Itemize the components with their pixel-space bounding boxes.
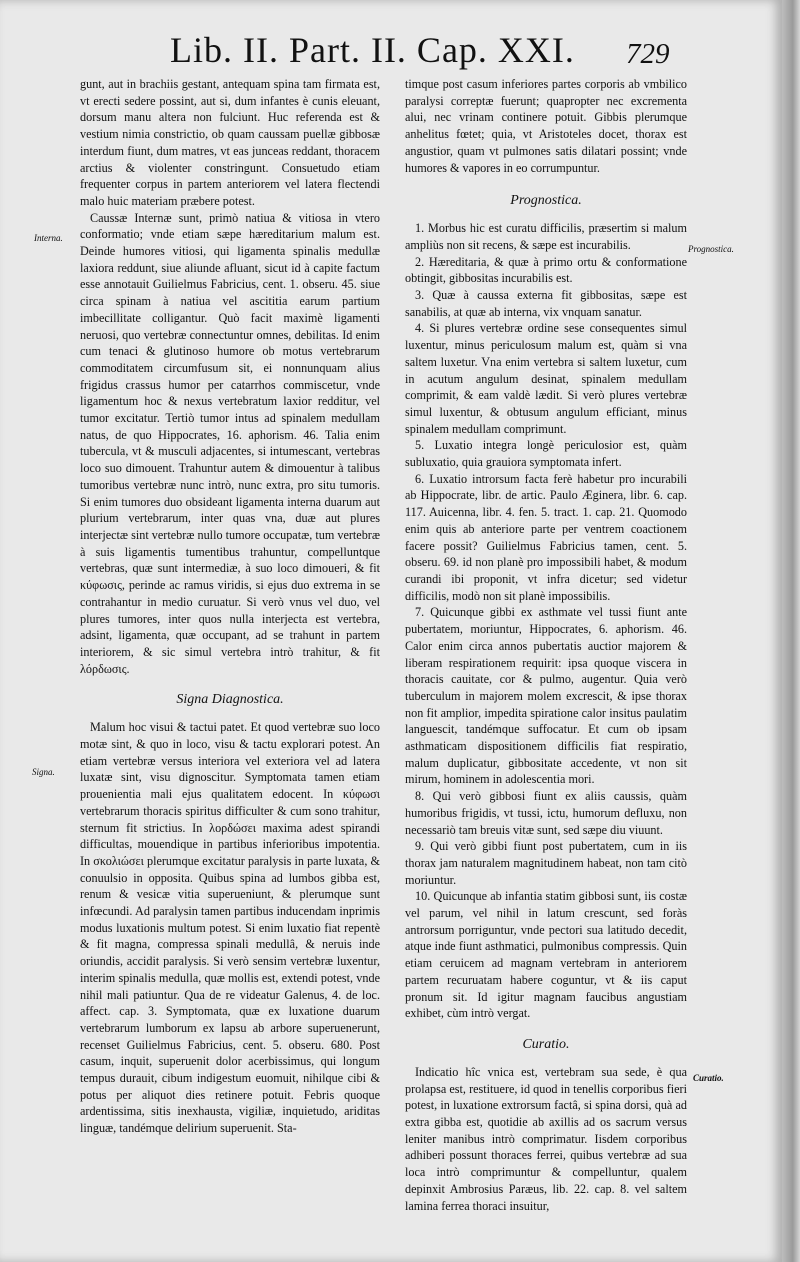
- numbered-paragraph: 6. Luxatio introrsum facta ferè habetur pro incurabili ab Hippocrate, libr. de artic. Paulo Æginera, libr. 6. cap. 117. Auicenna, libr. 4. fen. 5. tract. 1. cap. 21. Quomodo enim quis ab anteriore parte per ventrem coactionem facere possit? Guilielmus Fabricius tamen, cent. 5. obseru. 69. id non planè pro impossibili habet, & modum curandi ibi proponit, vt infra dicetur; sed videtur difficilis, modò non sit planè impossibilis.: [405, 471, 687, 603]
- left-column: [80, 76, 380, 1137]
- right-column: [405, 76, 687, 1214]
- numbered-paragraph: 5. Luxatio integra longè periculosior est, quàm subluxatio, quia grauiora symptomata infert.: [405, 438, 687, 470]
- margin-note-curatio: Curatio.: [693, 1073, 724, 1083]
- paragraph: timque post casum inferiores partes corporis ab vmbilico paralysi correptæ fuerunt; quapropter nec excrementa alui, nec vrinam continere potuit. Gibbis plerumque anhelitus fœtet; quia, vt Aristoteles docet, thorax est angustior, quam vt pulmones satis dilatari possint; vnde humores & vapores in eo corrumpuntur.: [405, 77, 687, 175]
- numbered-paragraph: 1. Morbus hic est curatu difficilis, præsertim si malum ampliùs non sit recens, & sæpe est incurabilis.: [405, 221, 687, 252]
- paragraph: Caussæ Internæ sunt, primò natiua & vitiosa in vtero conformatio; vnde etiam sæpe hæreditarium malum est. Deinde humores vitiosi, qui ligamenta spinalis medullæ laxiora reddunt, siue aliunde afluant, sicut id à capite factum esse annotauit Guilielmus Fabricius, cent. 1. obseru. 45. siue circa spinam à natiua vel ascititia earum partium imbecillitate colligantur. Quò facit maximè ligamenti neruosi, quo vertebræ connectuntur omnes, debilitas. Id enim cum tenaci & glutinoso humore ob motus vertebrarum commoditatem circumfusum sit, ei nonnunquam alius frigidus crassus humor per catarrhos commiscetur, vnde ligamentum hoc & nexus vertebratum laxior redditur, vel tumor excitatur. Tertiò tumor intus ad spinalem medullam natus, de quo Hippocrates, 16. aphorism. 46. Talia enim tubercula, vt & musculi adjacentes, si intumescant, vertebras loco suo dimouent. Trahuntur autem & dimouentur à talibus tumoribus vertebræ nunc intrò, nunc extra, pro situ tumoris. Si enim tumores duo obsideant ligamenta interna duarum aut plurium vertebrarum, inter quas vna, duæ aut plures interjectæ sint vertebræ nullo tumore occupatæ, tum vertebræ à suis ligamentis tumentibus trahuntur, compelluntque vertebras, quæ sunt intermediæ, à suo loco dimoueri, & fit κύφωσις, perinde ac ramus viridis, si ejus duo extrema in se contrahantur in medio curuatur. Si verò vnus vel duo, vel plures tumores, inter quos nulla interjecta est vertebra, adsint, ligamenta, quæ occupant, ad se trahunt in partem interiorem, & sic simul vertebra intrò trahitur, & fit λόρδωσις.: [80, 210, 380, 676]
- paragraph: Indicatio hîc vnica est, vertebram sua sede, è qua prolapsa est, restituere, id quod in tenellis corporibus fieri potest, in luxatione extrorsum factâ, si spina dorsi, quà ad extra gibba est, quotidie ab axillis ad os sacrum versus leniter manibus intrò comprimatur. Iisdem corporibus adhiberi possunt thoraces ferrei, quibus vertebræ ad sua loca intrò comprimuntur & compelluntur, qualem depinxit Ambrosius Paræus, lib. 22. cap. 8. vel saltem lamina ferrea thoraci insuitur,: [405, 1064, 687, 1213]
- margin-note-interna: Interna.: [34, 233, 63, 243]
- section-title-signa: Signa Diagnostica.: [176, 692, 284, 708]
- numbered-paragraph: 10. Quicunque ab infantia statim gibbosi sunt, iis costæ vel parum, vel nihil in latum crescunt, sed foràs antrorsum porriguntur, vnde pectori sua latitudo decedit, atque inde fiunt asthmatici, pulmonibus compressis. Quin etiam ceruicem ad magnam vertebram in anteriorem partem recuruatam habere coguntur, vt & iis caput pronum sit. Id igitur magnam faucibus angustiam exhibet, cùm intrò vergat.: [405, 889, 687, 1021]
- margin-note-signa: Signa.: [32, 767, 55, 777]
- page-number: 729: [626, 38, 670, 70]
- numbered-paragraph: 4. Si plures vertebræ ordine sese consequentes simul luxentur, minus periculosum malum est, quàm si vna saltem luxetur. Vna enim vertebra si saltem luxetur, cum in acutum angulum desinat, spinalem medullam comprimit, & eam valdè lædit. Si verò plures vertebræ simul luxentur, & obtusum angulum efficiant, minus spinalem medullam comprimunt.: [405, 321, 687, 436]
- page-edge: [782, 0, 800, 1262]
- section-title-prognostica: Prognostica.: [510, 193, 582, 209]
- numbered-paragraph: 9. Qui verò gibbi fiunt post pubertatem, cum in iis thorax jam naturalem magnitudinem habeat, non tam citò moriuntur.: [405, 839, 687, 887]
- paragraph: Malum hoc visui & tactui patet. Et quod vertebræ suo loco motæ sint, & quo in loco, visu & tactu explorari potest. An etiam vertebræ versus interiora vel exteriora vel ad latera luxatæ sint, visu dignoscitur. Symptomata tamen etiam prouenientia mali ejus qualitatem edocent. In κύφωσι vertebrarum thoracis spiritus difficulter & cum sono trahitur, sternum fit strictius. In λορδώσει maxima adest spirandi difficultas, mouendique in partibus inferioribus impotentia. In σκολιώσει plerumque excitatur paralysis in parte luxata, & conuulsio in opposita. Quibus spina ad lumbos gibba est, renum & vesicæ vitia superueniunt, & plerumque sunt infœcundi. Ad paralysin tamen partibus inducendam inprimis modus luxationis multum potest. Si enim luxatio fiat repentè & fit magna, compressa spinali medullâ, & neruis inde oriundis, accidit paralysis. Si verò sensim vertebræ luxentur, interim spinalis medulla, quæ mollis est, extendi potest, vnde nihil mali patiuntur. Qua de re videatur Galenus, 4. de loc. affect. cap. 3. Symptomata, quæ ex luxatione duarum vertebrarum lumborum ex lapsu ab arbore superuenerunt, recenset Guilielmus Fabricius, cent. 5. obseru. 680. Post casum, inquit, superuenit dolor acerbissimus, qui longum tempus durauit, cibum indigestum euomuit, nihilque cibi & potus per aliquot dies retinere potuit. Febris quoque ardentissima, sitis inexhausta, vigiliæ, inquietudo, ariditas linguæ, tandémque delirium superuenit. Sta-: [80, 720, 380, 1136]
- numbered-paragraph: 8. Qui verò gibbosi fiunt ex aliis caussis, quàm humoribus frigidis, vt tussi, ictu, humorum defluxu, non necessariò tam breuis vitæ sunt, sed sæpe diu viuunt.: [405, 789, 687, 837]
- margin-note-prognostica: Prognostica.: [688, 244, 734, 254]
- section-title-curatio: Curatio.: [522, 1036, 570, 1052]
- numbered-paragraph: 3. Quæ à caussa externa fit gibbositas, sæpe est sanabilis, at quæ ab interna, vix vnquam sanatur.: [405, 288, 687, 319]
- running-title: Lib. II. Part. II. Cap. XXI.: [170, 30, 575, 70]
- numbered-paragraph: 7. Quicunque gibbi ex asthmate vel tussi fiunt ante pubertatem, moriuntur, Hippocrates, 6. aphorism. 46. Calor enim circa annos pubertatis auctior majorem & liberam respirationem requirit: ipsa quoque viscera in thoracis cauitate, cor & pulmo, augentur. Quia verò tuberculum in majorem molem excrescit, & ipse thorax non fit amplior, impedita spiratione calor insitus paulatim languescit, tandémque suffocatur. Et cum ob ipsam asthmaticam dispositionem difficilis fiat respiratio, malum duplicatur, gibbositate accedente, vt non sit mirum, hominem in adolescentia mori.: [405, 605, 687, 787]
- page-header: [170, 28, 770, 80]
- numbered-paragraph: 2. Hæreditaria, & quæ à primo ortu & conformatione obtingit, gibbositas incurabilis est.: [405, 254, 687, 286]
- paragraph: gunt, aut in brachiis gestant, antequam spina tam firmata est, vt erecti sedere possint, aut si, dum infantes è cunis eleuant, dorsum manu altera non fulciunt. Huc referenda est & vestium nimia constrictio, ob quam caussam puellæ gibbosæ interdum fiunt, dum matres, vt eas junceas reddant, thoracem arctius & violenter constringunt. Consuetudo etiam frequenter corpus in partem anteriorem vel latera flectendi malo huic materiam præbere potest.: [80, 77, 380, 208]
